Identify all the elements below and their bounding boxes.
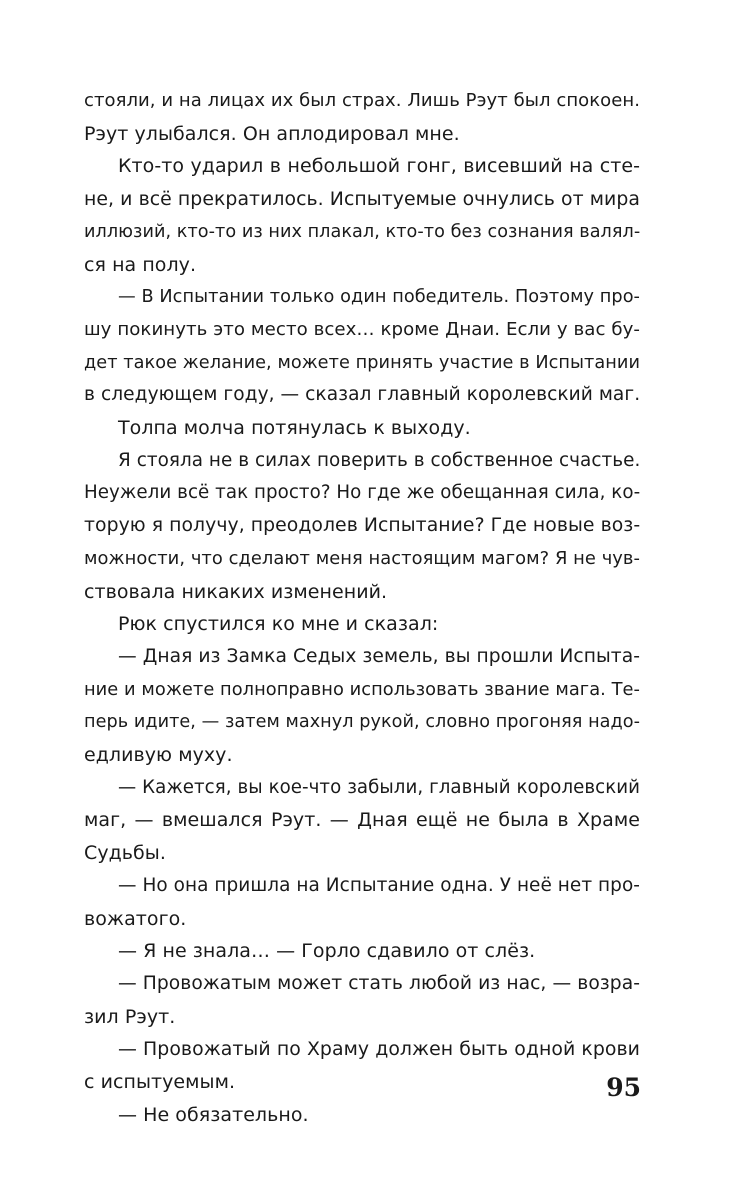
text-line: с испытуемым. — [84, 1071, 236, 1093]
text-line: Толпа молча потянулась к выходу. — [118, 417, 471, 439]
text-line: едливую муху. — [84, 744, 233, 766]
text-line: — Не обязательно. — [118, 1103, 309, 1126]
text-line: шу покинуть это место всех… кроме Днаи. Если у вас бу- — [84, 318, 640, 340]
text-line: Кто-то ударил в небольшой гонг, висевший на сте- — [118, 155, 640, 178]
text-line: — Провожатый по Храму должен быть одной крови — [118, 1038, 640, 1061]
text-line: в следующем году, — сказал главный королевский маг. — [84, 384, 641, 406]
text-line: — Но она пришла на Испытание одна. У неё нет про- — [118, 874, 640, 896]
text-line: ся на полу. — [84, 253, 197, 276]
text-line: Судьбы. — [84, 842, 166, 865]
text-line: вожатого. — [84, 907, 187, 930]
text-line: можности, что сделают меня настоящим магом? Я не чув- — [84, 547, 640, 569]
text-line: — Дная из Замка Седых земель, вы прошли Испыта- — [118, 645, 640, 667]
text-line: не, и всё прекратилось. Испытуемые очнулись от мира — [84, 188, 640, 211]
text-line: стояли, и на лицах их был страх. Лишь Рэут был спокоен. — [84, 90, 640, 111]
text-line: Я стояла не в силах поверить в собственное счастье. — [118, 449, 641, 471]
text-line: зил Рэут. — [84, 1005, 176, 1028]
text-line: маг, — вмешался Рэут. — Дная ещё не была в Храме — [84, 809, 640, 832]
text-line: ствовала никаких изменений. — [84, 580, 388, 603]
text-line: — Провожатым может стать любой из нас, — возра- — [118, 972, 640, 994]
text-line: Неужели всё так просто? Но где же обещанная сила, ко- — [84, 482, 641, 504]
text-line: Рэут улыбался. Он аплодировал мне. — [84, 122, 460, 145]
text-line: ние и можете полноправно использовать звание мага. Те- — [84, 678, 640, 700]
text-line: — В Испытании только один победитель. Поэтому про- — [118, 287, 640, 308]
text-line: — Кажется, вы кое-что забыли, главный королевский — [118, 776, 640, 798]
text-line: торую я получу, преодолев Испытание? Где новые воз- — [84, 515, 641, 537]
text-line: перь идите, — затем махнул рукой, словно прогоняя надо- — [84, 712, 640, 733]
text-line: иллюзий, кто-то из них плакал, кто-то без сознания валял- — [84, 221, 641, 242]
page-number: 95 — [606, 1073, 641, 1102]
text-line: Рюк спустился ко мне и сказал: — [118, 613, 439, 636]
text-line: — Я не знала… — Горло сдавило от слёз. — [118, 940, 536, 963]
text-line: дет такое желание, можете принять участие в Испытании — [84, 352, 640, 373]
